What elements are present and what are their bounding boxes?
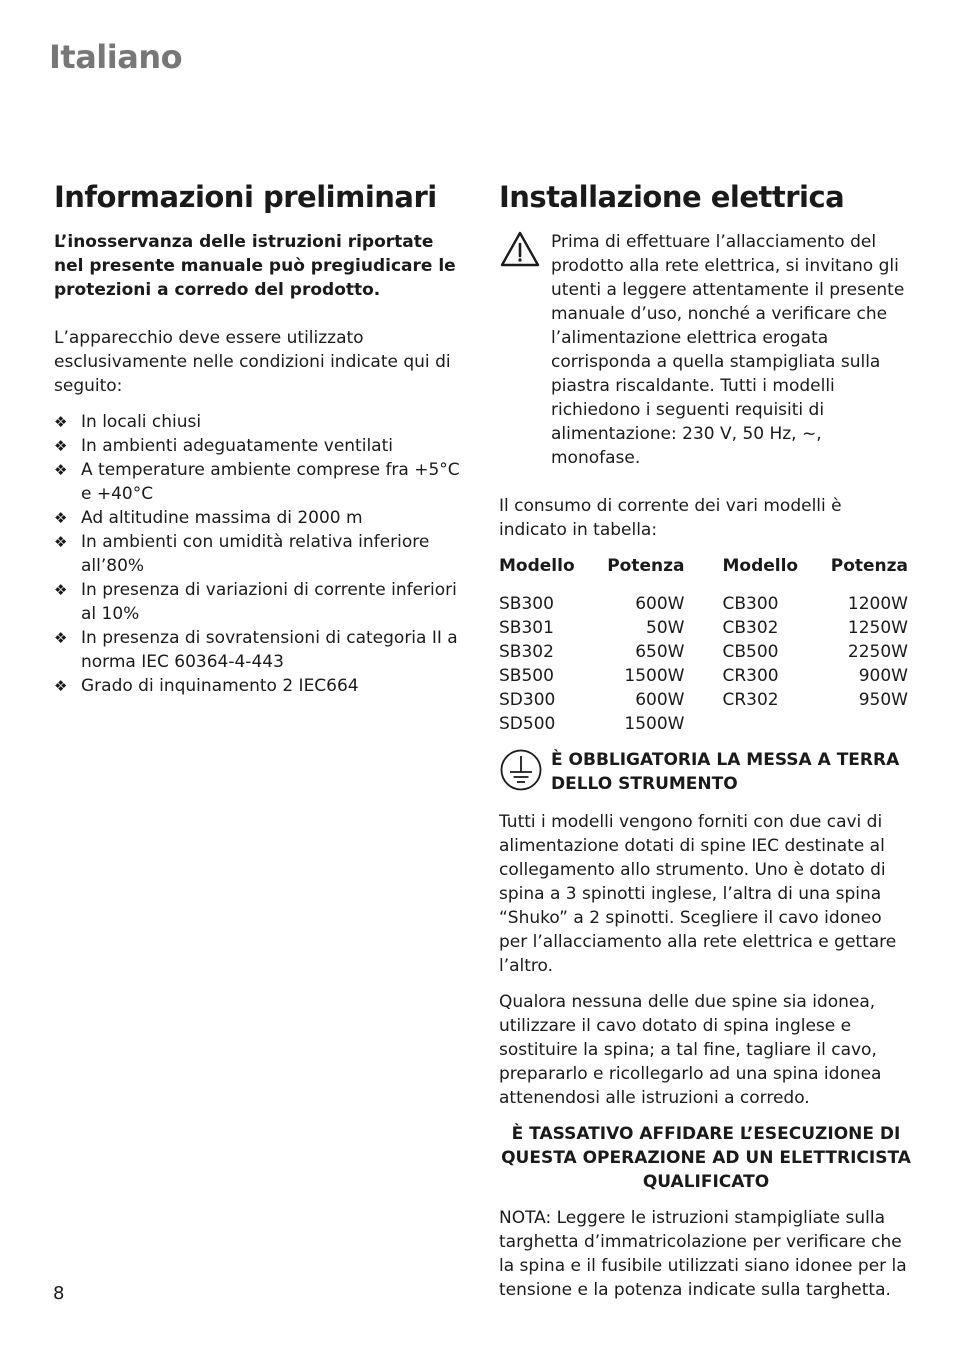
bullet-icon: ❖ — [54, 533, 68, 551]
column-header: Potenza — [607, 556, 685, 576]
warning-triangle-icon — [499, 230, 551, 272]
bullet-icon: ❖ — [54, 629, 68, 647]
table-row: SB500 1500W CR300 900W — [499, 666, 908, 686]
list-item: ❖ Ad altitudine massima di 2000 m — [54, 508, 363, 528]
table-row: SB302 650W CB500 2250W — [499, 642, 908, 662]
column-header: Modello — [722, 556, 799, 576]
column-header: Modello — [499, 556, 575, 576]
list-item: ❖ In locali chiusi — [54, 412, 202, 432]
right-column — [499, 180, 913, 1302]
list-item: ❖ In ambienti adeguatamente ventilati — [54, 436, 393, 456]
conditions-intro: L’apparecchio deve essere utilizzato esclusivamente nelle condizioni indicate qui di seguito: — [54, 328, 451, 396]
page-number: 8 — [53, 1283, 65, 1304]
column-header: Potenza — [830, 556, 908, 576]
warning-block — [499, 230, 913, 470]
section-title-preliminary: Informazioni preliminari — [54, 180, 437, 214]
section-title-electrical: Installazione elettrica — [499, 180, 845, 214]
bullet-icon: ❖ — [54, 509, 68, 527]
earth-ground-icon — [499, 748, 551, 796]
earth-notice: È OBBLIGATORIA LA MESSA A TERRA DELLO STRUMENTO — [551, 750, 900, 794]
power-table — [499, 554, 908, 736]
bullet-icon: ❖ — [54, 581, 68, 599]
note-paragraph: NOTA: Leggere le istruzioni stampigliate sulla targhetta d’immatricolazione per verificare che la spina e il fusibile utilizzati siano idonee per la tensione e la potenza indicate sulla targhetta. — [499, 1208, 907, 1300]
table-row: SB301 50W CB302 1250W — [499, 618, 908, 638]
list-item: ❖ Grado di inquinamento 2 IEC664 — [54, 676, 359, 696]
table-row: SD500 1500W — [499, 714, 685, 734]
plug-paragraph: Qualora nessuna delle due spine sia idonea, utilizzare il cavo dotato di spina inglese e sostituire la spina; a tal fine, tagliare il cavo, prepararlo e ricollegarlo ad una spina idonea attenendosi alle istruzioni a corredo. — [499, 992, 882, 1108]
warning-text: Prima di effettuare l’allacciamento del prodotto alla rete elettrica, si invitano gli utenti a leggere attentamente il presente manuale d’uso, nonché a verificare che l’alimentazione elettrica erogata corrisponda a quella stampigliata sulla piastra riscaldante. Tutti i modelli richiedono i seguenti requisiti di alimentazione: 230 V, 50 Hz, ~, monofase. — [551, 232, 905, 468]
bullet-icon: ❖ — [54, 461, 68, 479]
language-heading: Italiano — [49, 38, 183, 76]
table-header-row — [499, 554, 908, 592]
left-column — [54, 180, 468, 698]
list-item: ❖ In ambienti con umidità relativa inferiore all’80% — [54, 532, 430, 576]
list-item: ❖ A temperature ambiente comprese fra +5°C e +40°C — [54, 460, 460, 504]
conditions-list — [54, 410, 468, 698]
earth-block — [499, 748, 913, 796]
consumption-intro: Il consumo di corrente dei vari modelli è indicato in tabella: — [499, 496, 842, 540]
table-row: SD300 600W CR302 950W — [499, 690, 908, 710]
list-item: ❖ In presenza di sovratensioni di categoria II a norma IEC 60364-4-443 — [54, 628, 458, 672]
safety-warning: L’inosservanza delle istruzioni riportate nel presente manuale può pregiudicare le protezioni a corredo del prodotto. — [54, 232, 456, 300]
bullet-icon: ❖ — [54, 677, 68, 695]
bullet-icon: ❖ — [54, 413, 68, 431]
bullet-icon: ❖ — [54, 437, 68, 455]
list-item: ❖ In presenza di variazioni di corrente inferiori al 10% — [54, 580, 457, 624]
table-row: SB300 600W CB300 1200W — [499, 594, 908, 614]
cables-paragraph: Tutti i modelli vengono forniti con due cavi di alimentazione dotati di spine IEC destinate al collegamento allo strumento. Uno è dotato di spina a 3 spinotti inglese, l’altra di una spina “Shuko” a 2 spinotti. Scegliere il cavo idoneo per l’allacciamento alla rete elettrica e gettare l’altro. — [499, 812, 897, 976]
electrician-notice: È TASSATIVO AFFIDARE L’ESECUZIONE DI QUESTA OPERAZIONE AD UN ELETTRICISTA QUALIFICATO — [501, 1124, 911, 1192]
